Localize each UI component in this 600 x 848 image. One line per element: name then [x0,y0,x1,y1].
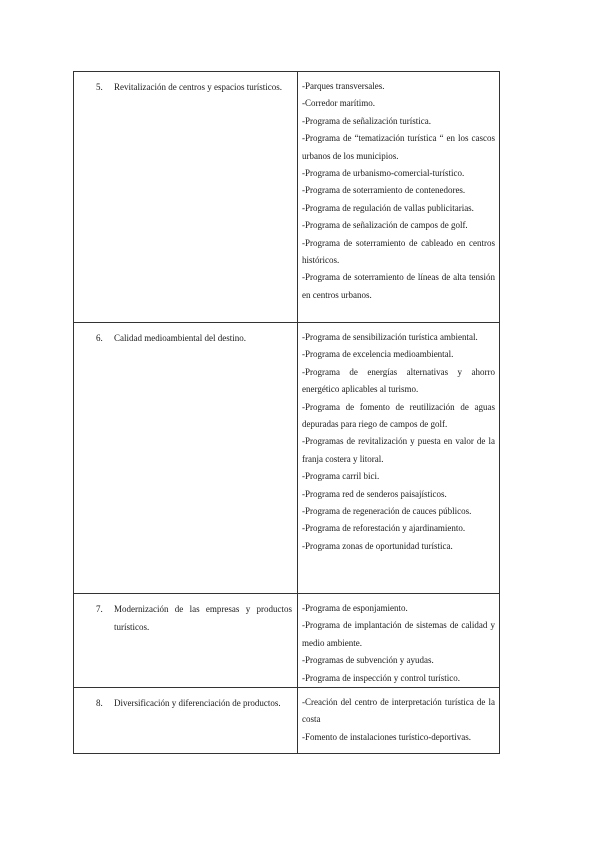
line-number: 6. [96,333,103,343]
program-item: -Programa de regeneración de cauces públicos. [302,506,472,517]
line-cell [74,72,298,323]
table-row [74,323,500,594]
program-item: -Programa de regulación de vallas publicitarias. [302,202,474,213]
program-item: -Programa de implantación de sistemas de calidad y medio ambiente. [302,620,495,648]
program-item: -Fomento de instalaciones turístico-deportivas. [302,731,471,742]
programs-table [73,71,500,754]
program-item: -Programa de sensibilización turística ambiental. [302,332,478,342]
line-title: Revitalización de centros y espacios turísticos. [114,82,282,92]
program-item: -Programa de señalización turística. [302,115,431,126]
programs-cell [298,594,500,688]
programs-cell [298,323,500,594]
program-item: -Programa de reforestación y ajardinamiento. [302,523,466,534]
line-cell [74,323,298,594]
program-item: -Programa de inspección y control turístico. [302,672,460,683]
program-item: -Corredor marítimo. [302,98,375,109]
line-title: Modernización de las empresas y productos turísticos. [114,604,292,632]
program-item: -Creación del centro de interpretación turística de la costa [302,697,495,725]
program-item: -Programa de fomento de reutilización de aguas depuradas para riego de campos de golf. [302,401,495,430]
table-row [74,72,500,323]
line-number: 7. [96,604,103,614]
program-item: -Programa de “tematización turística “ en los cascos urbanos de los municipios. [302,133,495,161]
program-item: -Parques transversales. [302,81,385,91]
program-item: -Programa red de senderos paisajísticos. [302,488,447,499]
program-item: -Programa de soterramiento de líneas de alta tensión en centros urbanos. [302,272,495,300]
program-item: -Programas de revitalización y puesta en valor de la franja costera y litoral. [302,436,495,464]
line-cell [74,594,298,688]
program-item: -Programa carril bici. [302,471,380,482]
line-cell [74,688,298,754]
programs-cell [298,688,500,754]
program-item: -Programa de esponjamiento. [302,603,408,613]
line-title: Diversificación y diferenciación de productos. [114,698,281,709]
program-item: -Programa de urbanismo-comercial-turístico. [302,168,465,179]
program-item: -Programas de subvención y ayudas. [302,655,434,666]
program-item: -Programa de soterramiento de cableado en centros históricos. [302,237,495,266]
line-number: 5. [96,82,103,92]
line-number: 8. [96,698,103,709]
program-item: -Programa de excelencia medioambiental. [302,349,454,360]
programs-cell [298,72,500,323]
table-row [74,688,500,754]
program-item: -Programa de energías alternativas y ahorro energético aplicables al turismo. [302,366,495,395]
program-item: -Programa de señalización de campos de golf. [302,220,468,231]
program-item: -Programa de soterramiento de contenedores. [302,185,466,196]
line-title: Calidad medioambiental del destino. [114,333,246,343]
table-row [74,594,500,688]
program-item: -Programa zonas de oportunidad turística. [302,540,453,551]
